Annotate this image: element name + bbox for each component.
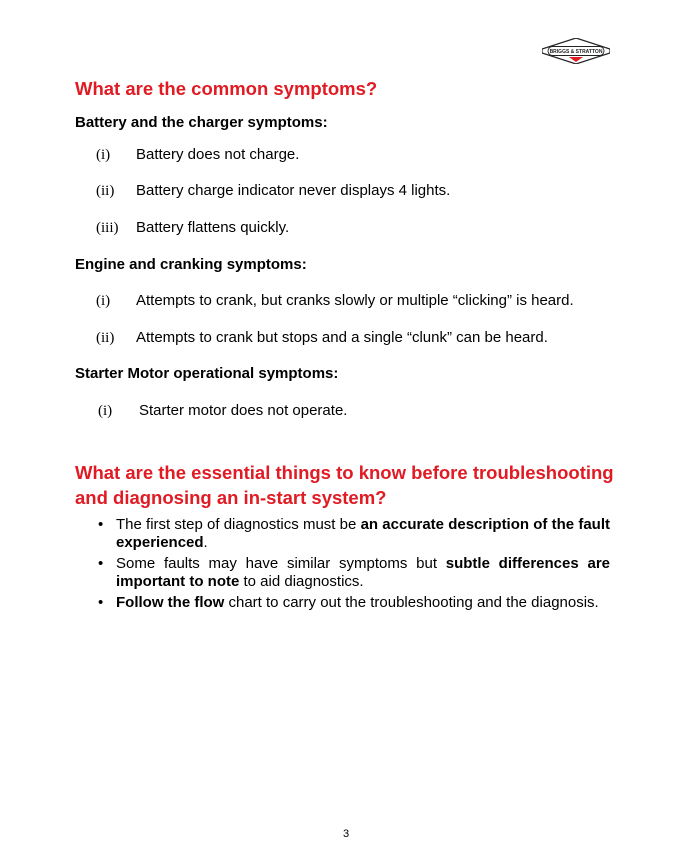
bullet-emphasis: an accurate description of the fault experienced	[116, 516, 611, 551]
item-number: (iii)	[96, 220, 119, 236]
list-item: Battery flattens quickly.	[136, 219, 290, 236]
bullet-item	[96, 516, 610, 552]
page-number: 3	[342, 828, 350, 840]
bullet-text: to aid diagnostics.	[239, 573, 364, 590]
bullet-emphasis: Follow the flow	[116, 594, 225, 611]
group-heading-engine: Engine and cranking symptoms:	[75, 256, 307, 273]
list-item: Battery does not charge.	[136, 146, 300, 163]
bullet-item	[96, 555, 610, 591]
item-number: (ii)	[96, 330, 115, 346]
bullet-icon: •	[98, 594, 104, 611]
section-title-symptoms: What are the common symptoms?	[75, 78, 378, 99]
essentials-bullet-list	[96, 516, 610, 615]
item-number: (i)	[98, 403, 113, 419]
item-number: (i)	[96, 293, 111, 309]
group-heading-battery: Battery and the charger symptoms:	[75, 114, 328, 131]
group-heading-starter: Starter Motor operational symptoms:	[75, 365, 339, 382]
bullet-text: chart to carry out the troubleshooting and the diagnosis.	[224, 594, 599, 611]
list-item: Attempts to crank, but cranks slowly or multiple “clicking” is heard.	[136, 292, 574, 309]
bullet-text: Some faults may have similar symptoms but	[116, 555, 446, 572]
item-number: (i)	[96, 147, 111, 163]
briggs-stratton-logo	[542, 38, 610, 64]
list-item: Starter motor does not operate.	[139, 402, 348, 419]
bullet-text: The first step of diagnostics must be	[116, 516, 361, 533]
bullet-icon: •	[98, 516, 104, 533]
list-item: Battery charge indicator never displays 4 lights.	[136, 182, 451, 199]
item-number: (ii)	[96, 183, 115, 199]
bullet-text: .	[203, 534, 208, 551]
bullet-item	[96, 594, 610, 612]
svg-text:BRIGGS & STRATTON: BRIGGS & STRATTON	[549, 49, 603, 56]
bullet-emphasis: subtle differences are important to note	[116, 555, 610, 590]
list-item: Attempts to crank but stops and a single “clunk” can be heard.	[136, 329, 548, 346]
section-title-essentials-line1: What are the essential things to know before troubleshooting	[75, 462, 614, 483]
bullet-icon: •	[98, 555, 104, 572]
section-title-essentials-line2: and diagnosing an in-start system?	[75, 487, 387, 508]
